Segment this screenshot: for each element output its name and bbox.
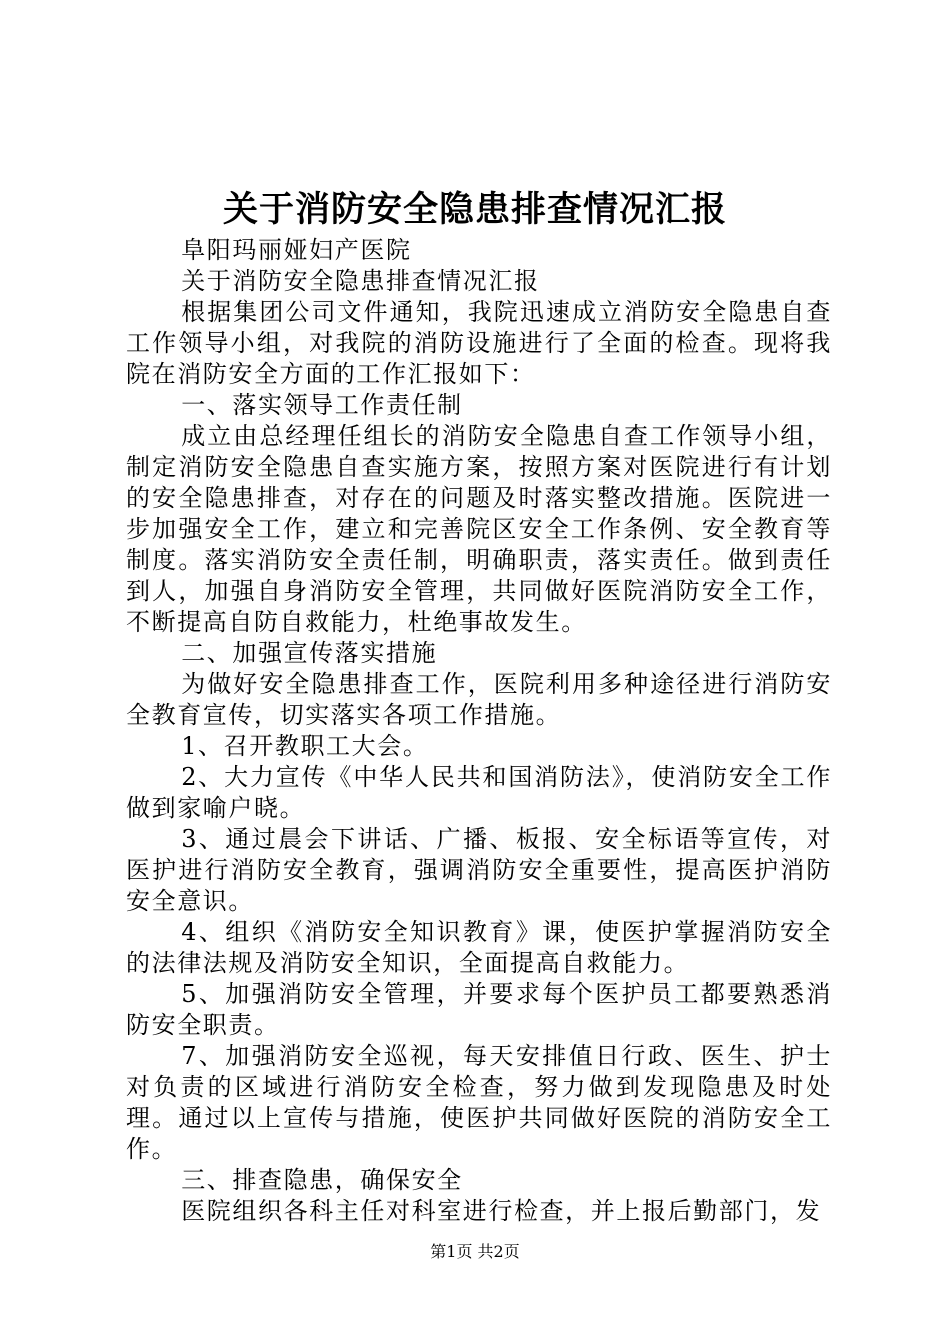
page-number-footer: 第1页 共2页 [430, 1242, 520, 1261]
section-heading-3: 三、排查隐患，确保安全 [181, 1166, 463, 1194]
paragraph-report-heading: 关于消防安全隐患排查情况汇报 [181, 267, 540, 295]
paragraph-section-1: 成立由总经理任组长的消防安全隐患自查工作领导小组，制定消防安全隐患自查实施方案，按照方案对医院进行有计划的安全隐患排查，对存在的问题及时落实整改措施。医院进一步加强安全工作，建立和完善院区安全工作条例、安全教育等制度。落实消防安全责任制，明确职责，落实责任。做到责任到人，加强自身消防安全管理，共同做好医院消防安全工作，不断提高自防自救能力，杜绝事故发生。 [126, 422, 832, 636]
list-item-5: 5、加强消防安全管理，并要求每个医护员工都要熟悉消防安全职责。 [126, 980, 832, 1039]
paragraph-hospital-name: 阜阳玛丽娅妇产医院 [181, 236, 412, 264]
paragraph-section-3: 医院组织各科主任对科室进行检查，并上报后勤部门，发 [181, 1197, 822, 1225]
list-item-4: 4、组织《消防安全知识教育》课，使医护掌握消防安全的法律法规及消防安全知识，全面提高自救能力。 [126, 918, 832, 977]
list-item-1: 1、召开教职工大会。 [181, 732, 429, 760]
document-title: 关于消防安全隐患排查情况汇报 [222, 189, 727, 230]
paragraph-intro: 根据集团公司文件通知，我院迅速成立消防安全隐患自查工作领导小组，对我院的消防设施进行了全面的检查。现将我院在消防安全方面的工作汇报如下： [126, 298, 832, 388]
paragraph-section-2: 为做好安全隐患排查工作，医院利用多种途径进行消防安全教育宣传，切实落实各项工作措施。 [126, 670, 832, 729]
list-item-2: 2、大力宣传《中华人民共和国消防法》，使消防安全工作做到家喻户晓。 [126, 763, 832, 822]
section-heading-2: 二、加强宣传落实措施 [181, 639, 438, 667]
section-heading-1: 一、落实领导工作责任制 [181, 391, 463, 419]
list-item-3: 3、通过晨会下讲话、广播、板报、安全标语等宣传，对医护进行消防安全教育，强调消防安全重要性，提高医护消防安全意识。 [126, 825, 832, 915]
document-body [126, 235, 832, 1227]
list-item-7: 7、加强消防安全巡视，每天安排值日行政、医生、护士对负责的区域进行消防安全检查，努力做到发现隐患及时处理。通过以上宣传与措施，使医护共同做好医院的消防安全工作。 [126, 1042, 832, 1163]
